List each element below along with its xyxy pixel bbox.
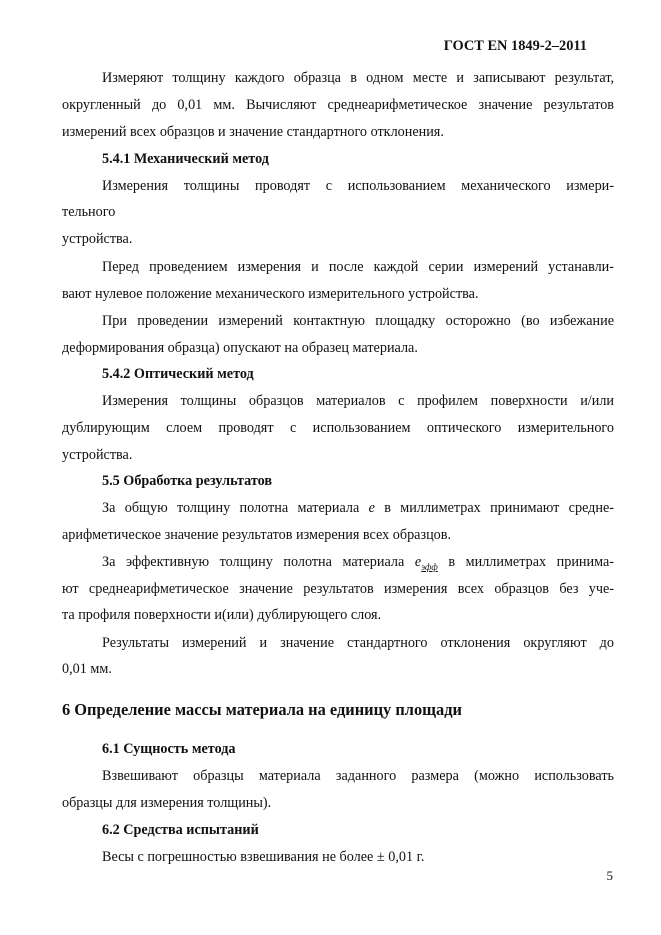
paragraph-line: Весы с погрешностью взвешивания не более ± 0,01 г. bbox=[102, 849, 425, 865]
document-header: ГОСТ EN 1849-2–2011 bbox=[443, 38, 587, 54]
text-fragment: в миллиметрах принимают средне- bbox=[384, 500, 615, 516]
paragraph-line: Измерения толщины образцов материалов с профилем поверхности и/или bbox=[102, 393, 614, 409]
paragraph-line: округленный до 0,01 мм. Вычисляют среднеарифметическое значение результатов bbox=[62, 97, 614, 113]
paragraph-line: Результаты измерений и значение стандартного отклонения округляют до bbox=[102, 635, 614, 651]
paragraph-line bbox=[102, 553, 614, 576]
text-fragment: За эффективную толщину полотна материала bbox=[102, 554, 405, 570]
paragraph-line: 0,01 мм. bbox=[62, 661, 112, 677]
paragraph-line: арифметическое значение результатов измерения всех образцов. bbox=[62, 527, 451, 543]
variable-e: e bbox=[414, 554, 422, 570]
paragraph-line: ют среднеарифметическое значение результатов измерения всех образцов без уче- bbox=[62, 581, 614, 597]
paragraph-line: дублирующим слоем проводят с использованием оптического измерительного bbox=[62, 420, 614, 436]
section-heading-6: 6 Определение массы материала на единицу площади bbox=[62, 700, 462, 719]
text-fragment: в миллиметрах принима- bbox=[448, 554, 615, 570]
paragraph-line: Измерения толщины проводят с использованием механического измери- bbox=[102, 178, 614, 194]
paragraph-line: та профиля поверхности и(или) дублирующего слоя. bbox=[62, 607, 382, 623]
paragraph-line: Перед проведением измерения и после каждой серии измерений устанавли- bbox=[102, 259, 614, 275]
subscript-eff: эфф bbox=[421, 561, 438, 572]
paragraph-line: При проведении измерений контактную площадку осторожно (во избежание bbox=[102, 313, 614, 329]
section-heading-5-4-2: 5.4.2 Оптический метод bbox=[102, 366, 254, 382]
paragraph-line: образцы для измерения толщины). bbox=[62, 795, 272, 811]
section-heading-6-1: 6.1 Сущность метода bbox=[102, 741, 236, 757]
variable-e: e bbox=[368, 500, 375, 516]
paragraph-line: устройства. bbox=[62, 447, 133, 463]
paragraph-line: тельного bbox=[62, 204, 116, 220]
paragraph-line: Измеряют толщину каждого образца в одном месте и записывают результат, bbox=[102, 70, 614, 86]
paragraph-line: вают нулевое положение механического измерительного устройства. bbox=[62, 286, 479, 302]
section-heading-5-5: 5.5 Обработка результатов bbox=[102, 473, 273, 489]
paragraph-line: деформирования образца) опускают на образец материала. bbox=[62, 340, 418, 356]
text-fragment: За общую толщину полотна материала bbox=[102, 500, 360, 516]
page-number: 5 bbox=[606, 868, 613, 883]
paragraph-line bbox=[102, 499, 614, 517]
paragraph-line: измерений всех образцов и значение стандартного отклонения. bbox=[62, 124, 444, 140]
paragraph-line: Взвешивают образцы материала заданного размера (можно использовать bbox=[102, 768, 614, 784]
paragraph-line: устройства. bbox=[62, 231, 133, 247]
variable-e-eff bbox=[415, 554, 438, 570]
section-heading-6-2: 6.2 Средства испытаний bbox=[102, 822, 259, 838]
section-heading-5-4-1: 5.4.1 Механический метод bbox=[102, 151, 269, 167]
